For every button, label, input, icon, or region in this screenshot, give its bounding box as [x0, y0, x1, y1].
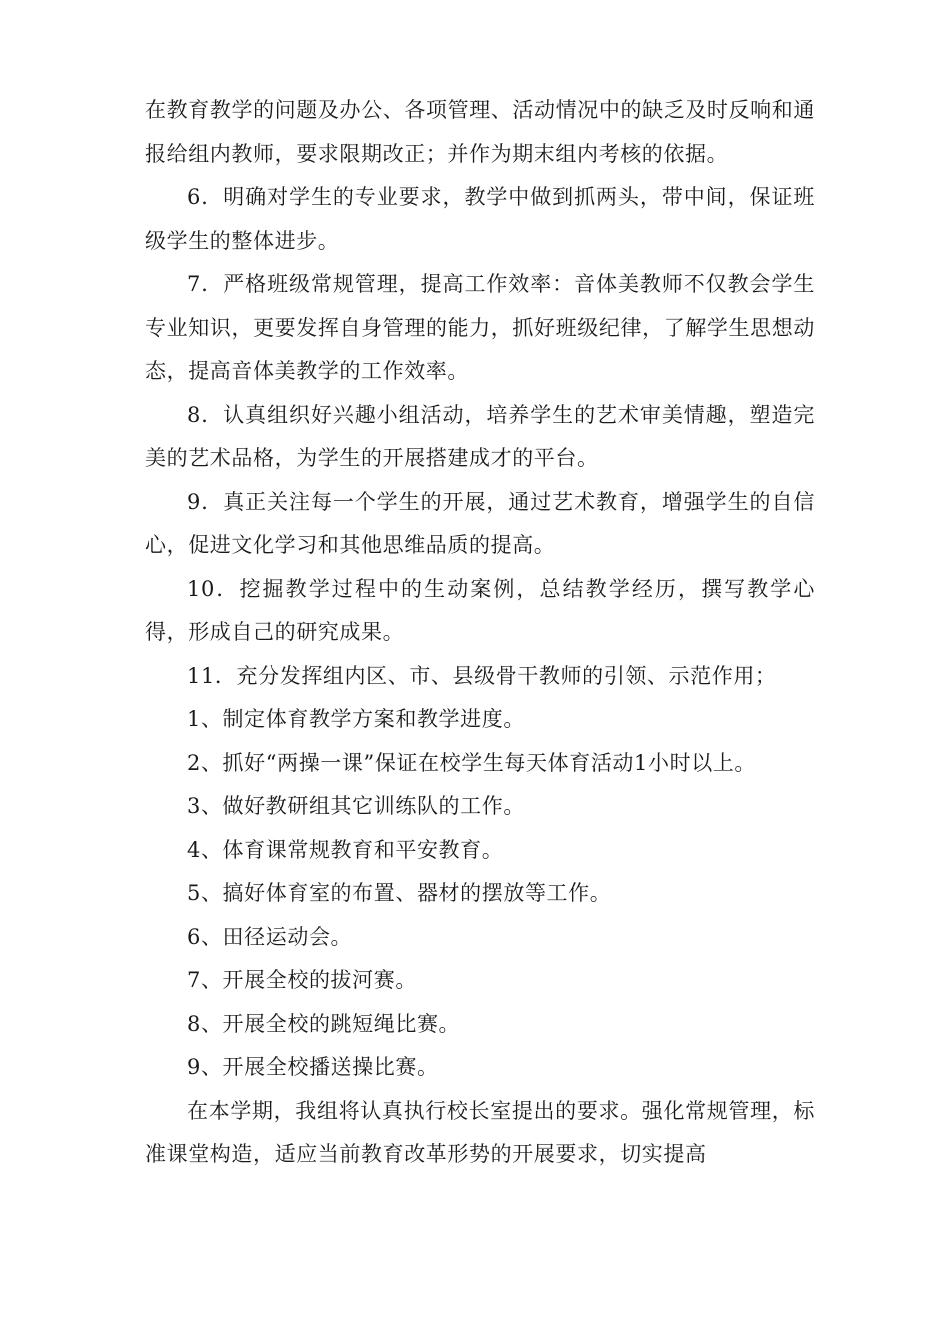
paragraph-item-7: 7．严格班级常规管理，提高工作效率：音体美教师不仅教会学生专业知识，更要发挥自身管理的能力，抓好班级纪律，了解学生思想动态，提高音体美教学的工作效率。: [145, 272, 815, 383]
document-page: [145, 89, 815, 1177]
list-item: 6、田径运动会。: [187, 924, 353, 949]
list-item: 1、制定体育教学方案和教学进度。: [187, 707, 525, 731]
list-item: 3、做好教研组其它训练队的工作。: [187, 794, 525, 818]
paragraph-item-10: 10．挖掘教学过程中的生动案例，总结教学经历，撰写教学心得，形成自己的研究成果。: [145, 576, 815, 644]
paragraph-item-6: 6．明确对学生的专业要求，教学中做到抓两头，带中间，保证班级学生的整体进步。: [145, 185, 815, 253]
paragraph-closing: 在本学期，我组将认真执行校长室提出的要求。强化常规管理，标准课堂构造，适应当前教育改革形势的开展要求，切实提高: [145, 1098, 815, 1166]
list-item: 2、抓好“两操一课”保证在校学生每天体育活动1小时以上。: [187, 750, 756, 775]
paragraph-item-8: 8．认真组织好兴趣小组活动，培养学生的艺术审美情趣，塑造完美的艺术品格，为学生的开展搭建成才的平台。: [145, 402, 815, 470]
list-item: 7、开展全校的拔河赛。: [187, 968, 417, 992]
list-item: 4、体育课常规教育和平安教育。: [187, 837, 504, 862]
list-item: 9、开展全校播送操比赛。: [187, 1055, 439, 1079]
paragraph-item-9: 9．真正关注每一个学生的开展，通过艺术教育，增强学生的自信心，促进文化学习和其他思维品质的提高。: [145, 489, 815, 557]
paragraph-item-11: 11．充分发挥组内区、市、县级骨干教师的引领、示范作用；: [187, 663, 777, 688]
list-item: 5、搞好体育室的布置、器材的摆放等工作。: [187, 881, 612, 905]
paragraph-continued: 在教育教学的问题及办公、各项管理、活动情况中的缺乏及时反响和通报给组内教师，要求限期改正；并作为期末组内考核的依据。: [145, 98, 815, 166]
list-item: 8、开展全校的跳短绳比赛。: [187, 1011, 461, 1036]
